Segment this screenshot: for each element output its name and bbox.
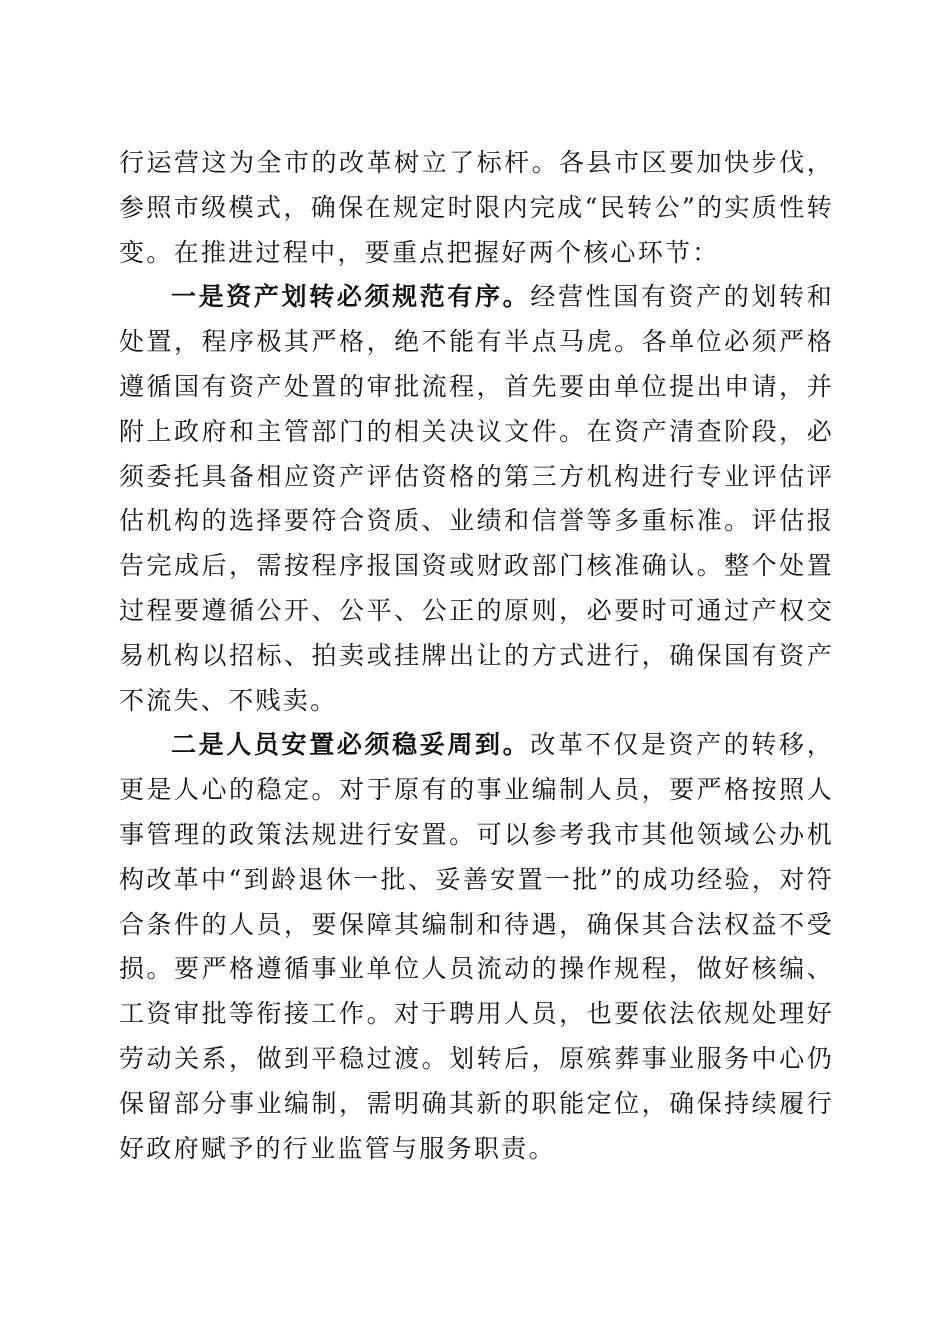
paragraph-text: 经营性国有资产的划转和处置，程序极其严格，绝不能有半点马虎。各单位必须严格遵循国有资产处置的审批流程，首先要由单位提出申请，并附上政府和主管部门的相关决议文件。在资产清查阶段，必须委托具备相应资产评估资格的第三方机构进行专业评估评估机构的选择要符合资质、业绩和信誉等多重标准。评估报告完成后，需按程序报国资或财政部门核准确认。整个处置过程要遵循公开、公平、公正的原则，必要时可通过产权交易机构以招标、拍卖或挂牌出让的方式进行，确保国有资产不流失、不贱卖。 — [119, 282, 834, 715]
paragraph-personnel-placement — [119, 723, 834, 1171]
document-body — [119, 141, 834, 1171]
paragraph-lead-heading: 一是资产划转必须规范有序。 — [171, 282, 531, 312]
paragraph-continuation — [119, 141, 834, 275]
paragraph-text: 行运营这为全市的改革树立了标杆。各县市区要加快步伐，参照市级模式，确保在规定时限内完成“民转公”的实质性转变。在推进过程中，要重点把握好两个核心环节： — [119, 148, 834, 267]
paragraph-lead-heading: 二是人员安置必须稳妥周到。 — [171, 730, 531, 760]
paragraph-asset-transfer — [119, 275, 834, 723]
paragraph-text: 改革不仅是资产的转移，更是人心的稳定。对于原有的事业编制人员，要严格按照人事管理的政策法规进行安置。可以参考我市其他领域公办机构改革中“到龄退休一批、妥善安置一批”的成功经验，对符合条件的人员，要保障其编制和待遇，确保其合法权益不受损。要严格遵循事业单位人员流动的操作规程，做好核编、工资审批等衔接工作。对于聘用人员，也要依法依规处理好劳动关系，做到平稳过渡。划转后，原殡葬事业服务中心仍保留部分事业编制，需明确其新的职能定位，确保持续履行好政府赋予的行业监管与服务职责。 — [119, 730, 834, 1163]
